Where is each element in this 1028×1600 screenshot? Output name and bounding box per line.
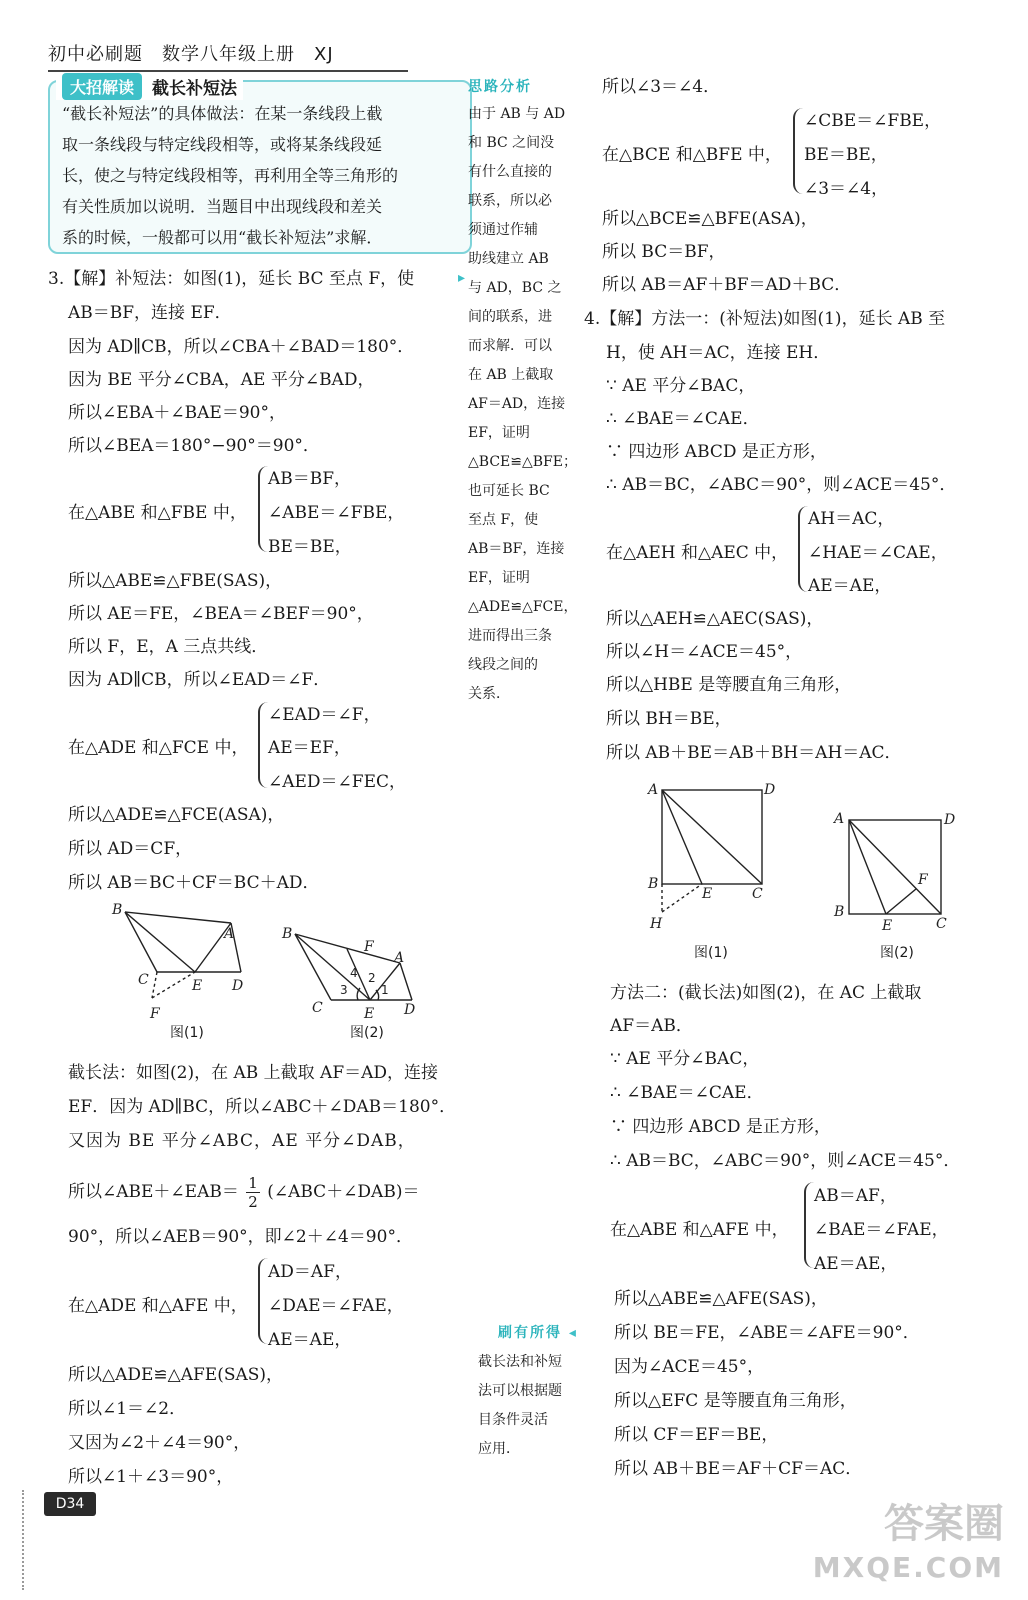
- text-line: [68, 1174, 419, 1211]
- text-line: 所以 BH＝BE，: [606, 709, 732, 729]
- insight-line: 目条件灵活: [478, 1412, 548, 1428]
- text-line: EF．因为 AD∥BC，所以∠ABC＋∠DAB＝180°．: [68, 1097, 457, 1117]
- text-line: 因为 AD∥CB，所以∠EAD＝∠F．: [68, 670, 331, 690]
- analysis-line: △ADE≌△FCE，: [468, 599, 578, 615]
- text-line: 所以 BE＝FE，∠ABE＝∠AFE＝90°．: [614, 1323, 920, 1343]
- text-line: 所以 AB＝AF＋BF＝AD＋BC．: [602, 275, 852, 295]
- page-header: 初中必刷题 数学八年级上册 XJ: [48, 44, 334, 65]
- system-line: AB＝AF，: [814, 1186, 897, 1206]
- tip-topic: 截长补短法: [152, 78, 238, 99]
- text-line: 所以 AB＋BE＝AB＋BH＝AH＝AC．: [606, 743, 902, 763]
- fraction-numerator: 1: [248, 1174, 258, 1192]
- text-line: ∵ AE 平分∠BAC，: [606, 376, 756, 396]
- text-line: 所以△BCE≌△BFE(ASA)，: [602, 209, 818, 229]
- analysis-line: 有什么直接的: [468, 164, 552, 180]
- system-line: ∠AED＝∠FEC，: [268, 772, 407, 792]
- point-label-b: B: [648, 876, 659, 892]
- analysis-line: 也可延长 BC: [468, 483, 550, 499]
- brace: [258, 702, 268, 788]
- figure-caption: 图(1): [694, 945, 728, 961]
- analysis-line: 关系．: [468, 686, 510, 702]
- analysis-line: 须通过作辅: [468, 222, 538, 238]
- brace: [793, 108, 803, 194]
- point-label-c: C: [138, 972, 149, 988]
- tip-text: [62, 98, 462, 253]
- tip-line: 长，使之与特定线段相等，再利用全等三角形的: [62, 166, 399, 185]
- point-label-e: E: [364, 1006, 375, 1022]
- point-label-d: D: [404, 1002, 416, 1018]
- text-line: ∴ AB＝BC，∠ABC＝90°，则∠ACE＝45°．: [610, 1151, 961, 1171]
- text-line: 所以△ABE≌△AFE(SAS)，: [614, 1289, 828, 1309]
- text-line: ∵ 四边形 ABCD 是正方形，: [606, 442, 827, 462]
- point-label-h: H: [650, 916, 663, 932]
- point-label-a: A: [834, 811, 845, 827]
- left-figures: [100, 896, 440, 1046]
- system-line: ∠CBE＝∠FBE，: [804, 111, 942, 131]
- point-label-e: E: [882, 918, 893, 934]
- point-label-c: C: [752, 886, 763, 902]
- analysis-line: 在 AB 上截取: [468, 367, 554, 383]
- system-line: ∠3＝∠4，: [804, 179, 889, 199]
- analysis-line: 由于 AB 与 AD: [468, 106, 566, 122]
- tip-line: “截长补短法”的具体做法：在某一条线段上截: [62, 104, 383, 123]
- analysis-line: 和 BC 之间没: [468, 135, 555, 151]
- system-line: AD＝AF，: [268, 1262, 352, 1282]
- point-label-d: D: [232, 978, 244, 994]
- insight-title: 刷有所得 ◂: [498, 1325, 578, 1341]
- insight-line: 应用．: [478, 1441, 520, 1457]
- system-lead: 在△ABE 和△FBE 中，: [68, 503, 247, 523]
- text-line: 所以∠H＝∠ACE＝45°，: [606, 642, 803, 662]
- point-label-f: F: [364, 939, 374, 955]
- text-line: 所以△ADE≌△FCE(ASA)，: [68, 805, 285, 825]
- system-line: AE＝EF，: [268, 738, 351, 758]
- point-label-d: D: [764, 782, 776, 798]
- point-label-b: B: [834, 904, 845, 920]
- figure-caption: 图(2): [880, 945, 914, 961]
- system-lead: 在△ABE 和△AFE 中，: [610, 1220, 789, 1240]
- text-line: 所以△EFC 是等腰直角三角形，: [614, 1391, 857, 1411]
- fraction: [246, 1174, 260, 1211]
- text-part: 所以∠ABE＋∠EAB＝: [68, 1182, 239, 1202]
- analysis-line: 间的联系，进: [468, 309, 552, 325]
- text-line: 所以∠BEA＝180°−90°＝90°．: [68, 436, 320, 456]
- insight-note: [478, 1348, 588, 1464]
- tip-title-bar: [56, 72, 243, 100]
- analysis-line: 联系，所以必: [468, 193, 552, 209]
- text-part: (∠ABC＋∠DAB)＝: [267, 1182, 420, 1202]
- text-line: H，使 AH＝AC，连接 EH．: [606, 343, 831, 363]
- system-line: ∠DAE＝∠FAE，: [268, 1296, 404, 1316]
- system-line: ∠BAE＝∠FAE，: [814, 1220, 949, 1240]
- angle-label-4: 4: [350, 966, 358, 980]
- brace: [258, 1258, 268, 1344]
- tip-line: 取一条线段与特定线段相等，或将某条线段延: [62, 135, 383, 154]
- text-line: 所以 BC＝BF，: [602, 242, 726, 262]
- point-label-c: C: [936, 916, 947, 932]
- text-line: 又因为∠2＋∠4＝90°，: [68, 1433, 251, 1453]
- text-line: AF＝AB．: [610, 1016, 693, 1036]
- text-line: ∴ AB＝BC，∠ABC＝90°，则∠ACE＝45°．: [606, 475, 957, 495]
- watermark-logo: [813, 1502, 1004, 1590]
- angle-label-1: 1: [381, 983, 389, 997]
- brace: [258, 466, 268, 552]
- system-line: BE＝BE，: [804, 145, 888, 165]
- system-line: ∠EAD＝∠F，: [268, 705, 381, 725]
- text-line: 所以∠1＝∠2．: [68, 1399, 187, 1419]
- problem-3-line: 3.【解】补短法：如图(1)，延长 BC 至点 F，使: [48, 269, 415, 289]
- analysis-line: 而求解．可以: [468, 338, 552, 354]
- text-line: AB＝BF，连接 EF．: [68, 303, 232, 323]
- system-line: AE＝AE，: [808, 576, 892, 596]
- analysis-note: [468, 100, 580, 709]
- brace: [798, 506, 808, 592]
- pointer-arrow-icon: ▸: [458, 270, 466, 286]
- text-line: ∵ AE 平分∠BAC，: [610, 1049, 760, 1069]
- insight-line: 截长法和补短: [478, 1354, 562, 1370]
- right-figure-2: [849, 820, 941, 914]
- point-label-f: F: [150, 1006, 160, 1022]
- system-line: ∠HAE＝∠CAE，: [808, 543, 948, 563]
- page-number: D34: [44, 1492, 96, 1516]
- text-line: 90°，所以∠AEB＝90°，即∠2＋∠4＝90°．: [68, 1227, 413, 1247]
- system-lead: 在△ADE 和△FCE 中，: [68, 738, 249, 758]
- system-lead: 在△BCE 和△BFE 中，: [602, 145, 782, 165]
- point-label-d: D: [944, 812, 956, 828]
- insight-line: 法可以根据题: [478, 1383, 562, 1399]
- text-line: 所以 AB＝BC＋CF＝BC＋AD．: [68, 873, 320, 893]
- text-line: 所以△AEH≌△AEC(SAS)，: [606, 609, 824, 629]
- analysis-line: 助线建立 AB: [468, 251, 549, 267]
- system-lead: 在△AEH 和△AEC 中，: [606, 543, 789, 563]
- watermark-line2: MXQE.COM: [812, 1551, 1004, 1584]
- text-line: 所以 AE＝FE，∠BEA＝∠BEF＝90°，: [68, 604, 374, 624]
- point-label-a: A: [648, 782, 659, 798]
- text-line: 所以△HBE 是等腰直角三角形，: [606, 675, 852, 695]
- text-line: ∴ ∠BAE＝∠CAE．: [606, 409, 760, 429]
- system-line: AB＝BF，: [268, 469, 352, 489]
- point-label-b: B: [282, 926, 293, 942]
- point-label-a: A: [224, 926, 235, 942]
- tip-line: 系的时候，一般都可以用“截长补短法”求解．: [62, 228, 383, 247]
- point-label-b: B: [112, 902, 123, 918]
- fraction-denominator: 2: [248, 1193, 258, 1211]
- point-label-e: E: [192, 978, 203, 994]
- system-line: AE＝AE，: [268, 1330, 352, 1350]
- text-line: 又因为 BE 平分∠ABC，AE 平分∠DAB，: [68, 1131, 416, 1151]
- system-line: AE＝AE，: [814, 1254, 898, 1274]
- margin-dots: [22, 1490, 42, 1590]
- text-line: 所以∠1＋∠3＝90°，: [68, 1467, 234, 1487]
- text-line: ∵ 四边形 ABCD 是正方形，: [610, 1117, 831, 1137]
- text-line: 所以 CF＝EF＝BE，: [614, 1425, 779, 1445]
- text-line: 所以△ADE≌△AFE(SAS)，: [68, 1365, 284, 1385]
- text-line: 所以△ABE≌△FBE(SAS)，: [68, 571, 283, 591]
- text-line: 所以 AD＝CF，: [68, 839, 193, 859]
- tip-tag: 大招解读: [62, 73, 142, 100]
- point-label-c: C: [312, 1000, 323, 1016]
- tip-line: 有关性质加以说明．当题目中出现线段和差关: [62, 197, 383, 216]
- analysis-line: 进而得出三条: [468, 628, 552, 644]
- system-lead: 在△ADE 和△AFE 中，: [68, 1296, 248, 1316]
- problem-4-line: 4.【解】方法一：(补短法)如图(1)，延长 AB 至: [584, 309, 946, 329]
- analysis-line: EF，证明: [468, 425, 530, 441]
- analysis-line: 与 AD，BC 之: [468, 280, 562, 296]
- text-line: 截长法：如图(2)，在 AB 上截取 AF＝AD，连接: [68, 1063, 439, 1083]
- text-line: 因为 AD∥CB，所以∠CBA＋∠BAD＝180°．: [68, 337, 415, 357]
- text-line: 因为 BE 平分∠CBA，AE 平分∠BAD，: [68, 370, 375, 390]
- analysis-line: 至点 F，使: [468, 512, 539, 528]
- text-line: 所以∠EBA＋∠BAE＝90°，: [68, 403, 286, 423]
- text-line: 方法二：(截长法)如图(2)，在 AC 上截取: [610, 983, 922, 1003]
- figure-caption: 图(2): [350, 1025, 384, 1041]
- brace: [804, 1182, 814, 1268]
- right-figures: [640, 776, 970, 966]
- point-label-f: F: [918, 872, 928, 888]
- analysis-line: AF＝AD，连接: [468, 396, 566, 412]
- text-line: ∴ ∠BAE＝∠CAE．: [610, 1083, 764, 1103]
- point-label-e: E: [702, 886, 713, 902]
- text-line: 所以 F，E，A 三点共线．: [68, 637, 269, 657]
- pointer-left-icon: ◂: [568, 1325, 578, 1341]
- system-line: BE＝BE，: [268, 537, 352, 557]
- analysis-line: EF，证明: [468, 570, 530, 586]
- text-line: 所以∠3＝∠4．: [602, 77, 721, 97]
- angle-label-2: 2: [368, 971, 376, 985]
- text-line: 因为∠ACE＝45°，: [614, 1357, 765, 1377]
- analysis-title: 思路分析: [468, 79, 532, 95]
- system-line: AH＝AC，: [808, 509, 895, 529]
- analysis-line: 线段之间的: [468, 657, 538, 673]
- angle-label-3: 3: [340, 983, 348, 997]
- point-label-a: A: [394, 950, 405, 966]
- figure-caption: 图(1): [170, 1025, 204, 1041]
- analysis-line: △BCE≌△BFE；: [468, 454, 577, 470]
- watermark-line1: 答案圈: [884, 1501, 1004, 1547]
- system-line: ∠ABE＝∠FBE，: [268, 503, 405, 523]
- text-line: 所以 AB＋BE＝AF＋CF＝AC．: [614, 1459, 863, 1479]
- analysis-line: AB＝BF，连接: [468, 541, 565, 557]
